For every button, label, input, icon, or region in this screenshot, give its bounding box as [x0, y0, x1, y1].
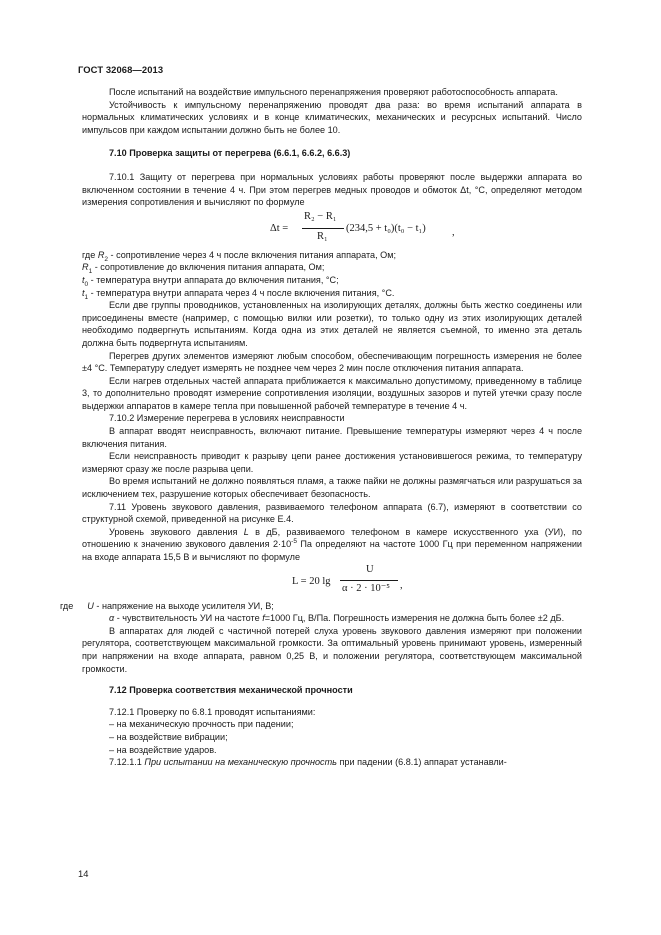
- formula-comma: ,: [452, 226, 455, 238]
- list-item: – на воздействие ударов.: [109, 744, 217, 755]
- paragraph-sound-level: Уровень звукового давления L в дБ, развиваемого телефоном в камере искусственного уха (УИ), по отношению к значению звукового давления $2\cdot 10^{-5}$ Па определяют на частоте 1000 Гц при переменном напряжении на входе аппарата 15,5 В и вычисляют по формуле: [82, 526, 582, 562]
- paragraph-7-10-1: 7.10.1 Защиту от перегрева при нормальных условиях работы проверяют после выдержки аппарата во включенном состоянии в течение 4 ч. При этом перегрев медных проводов и обмоток Δt, °С, определяют методом измерения сопротивления и вычисляют по формуле: [82, 171, 582, 208]
- paragraph: После испытаний на воздействие импульсного перенапряжения проверяют работоспособность аппарата.: [109, 87, 558, 97]
- paragraph: Устойчивость к импульсному перенапряжению проводят два раза: во время испытаний аппарата в нормальных климатических условиях и в конце климатических, механических и ресурсных испытаний. Число импульсов при каждом испытании должно быть не более 10.: [82, 99, 582, 135]
- formula-lhs: L = 20 lg: [292, 575, 331, 587]
- formula-denominator: R₁: [317, 230, 328, 242]
- paragraph: Во время испытаний не должно появляться пламя, а также пайки не должны размягчаться или разрушаться за исключением тех, разрушение которых обеспечивает безопасность.: [82, 476, 582, 500]
- paragraph: В аппаратах для людей с частичной потерей слуха уровень звукового давления измеряют при положении регулятора, соответствующем максимальной громкости. За оптимальный уровень принимают уровень, измеренный при напряжении на входе аппарата, равном 0,25 В, и положении регулятора, соответствующем максимальной громкости.: [82, 625, 582, 674]
- paragraph-7-12-1-1: 7.12.1.1 При испытании на механическую прочность при падении (6.8.1) аппарат устанавли-: [109, 757, 507, 768]
- definition-r2: где $R_2$ - сопротивление через 4 ч после включения питания аппарата, Ом;: [82, 249, 396, 263]
- paragraph: Если неисправность приводит к разрыву цепи ранее достижения установившегося режима, то температуру измеряют сразу же после разрыва цепи.: [82, 451, 582, 474]
- list-item: – на механическую прочность при падении;: [109, 719, 294, 730]
- formula-lhs: Δt =: [270, 222, 289, 234]
- paragraph: Перегрев других элементов измеряют любым способом, обеспечивающим погрешность измерения не более ±4 °С. Температуру следует измерять не позднее чем через 2 мин после отключения питания аппарата.: [82, 350, 582, 374]
- section-heading-7-10: 7.10 Проверка защиты от перегрева (6.6.1, 6.6.2, 6.6.3): [109, 148, 351, 159]
- definition-alpha: α - чувствительность УИ на частоте f=1000 Гц, В/Па. Погрешность измерения не должна быть более ±2 дБ.: [109, 613, 565, 624]
- list-item: – на воздействие вибрации;: [109, 731, 228, 742]
- paragraph-7-10-2: 7.10.2 Измерение перегрева в условиях неисправности: [109, 413, 345, 424]
- formula-sound-level: [82, 564, 582, 600]
- paragraph-7-12-1: 7.12.1 Проверку по 6.8.1 проводят испытаниями:: [109, 706, 316, 717]
- formula-numerator: R₂ − R₁: [304, 210, 337, 222]
- formula-overheat: [82, 209, 582, 249]
- document-body: [60, 86, 582, 769]
- section-heading-7-12: 7.12 Проверка соответствия механической прочности: [109, 685, 353, 696]
- definition-r1: $R_1$ - сопротивление до включения питания аппарата, Ом;: [82, 262, 325, 276]
- standard-header: ГОСТ 32068—2013: [78, 64, 164, 75]
- definition-t0: $t_0$ - температура внутри аппарата до включения питания, °С;: [82, 274, 339, 288]
- paragraph: В аппарат вводят неисправность, включают питание. Превышение температуры измеряют через 4 ч после включения питания.: [82, 426, 582, 449]
- formula-comma: ,: [400, 579, 403, 591]
- paragraph: Если нагрев отдельных частей аппарата приближается к максимально допустимому, приведенному в таблице 3, то дополнительно проводят измерение сопротивления изоляции, воздушных зазоров и путей утечки сразу после выдержки аппаратов в камере тепла при повышенной рабочей температуре в течение 4 ч.: [82, 375, 582, 411]
- definition-u: где U - напряжение на выходе усилителя УИ, В;: [60, 600, 274, 611]
- formula-numerator: U: [366, 563, 374, 575]
- page-number: 14: [78, 868, 89, 879]
- formula-rest: (234,5 + t₀)(t₀ − t₁): [346, 222, 426, 234]
- paragraph-7-11: 7.11 Уровень звукового давления, развиваемого телефоном аппарата (6.7), измеряют в соответствии со структурной схемой, приведенной на рисунке Е.4.: [82, 501, 582, 525]
- paragraph: Если две группы проводников, установленных на изолирующих деталях, должны быть жестко соединены или присоединены вместе (например, с помощью вилки или розетки), то только одну из этих изолирующих деталей необходимо подвергнуть испытаниям. Когда одна из этих деталей не является съемной, то именно эта деталь должна быть подвергнута испытаниям.: [82, 300, 582, 348]
- definition-t1: $t_1$ - температура внутри аппарата через 4 ч после включения питания, °С.: [82, 287, 395, 301]
- formula-denominator: α · 2 · 10⁻⁵: [342, 582, 390, 594]
